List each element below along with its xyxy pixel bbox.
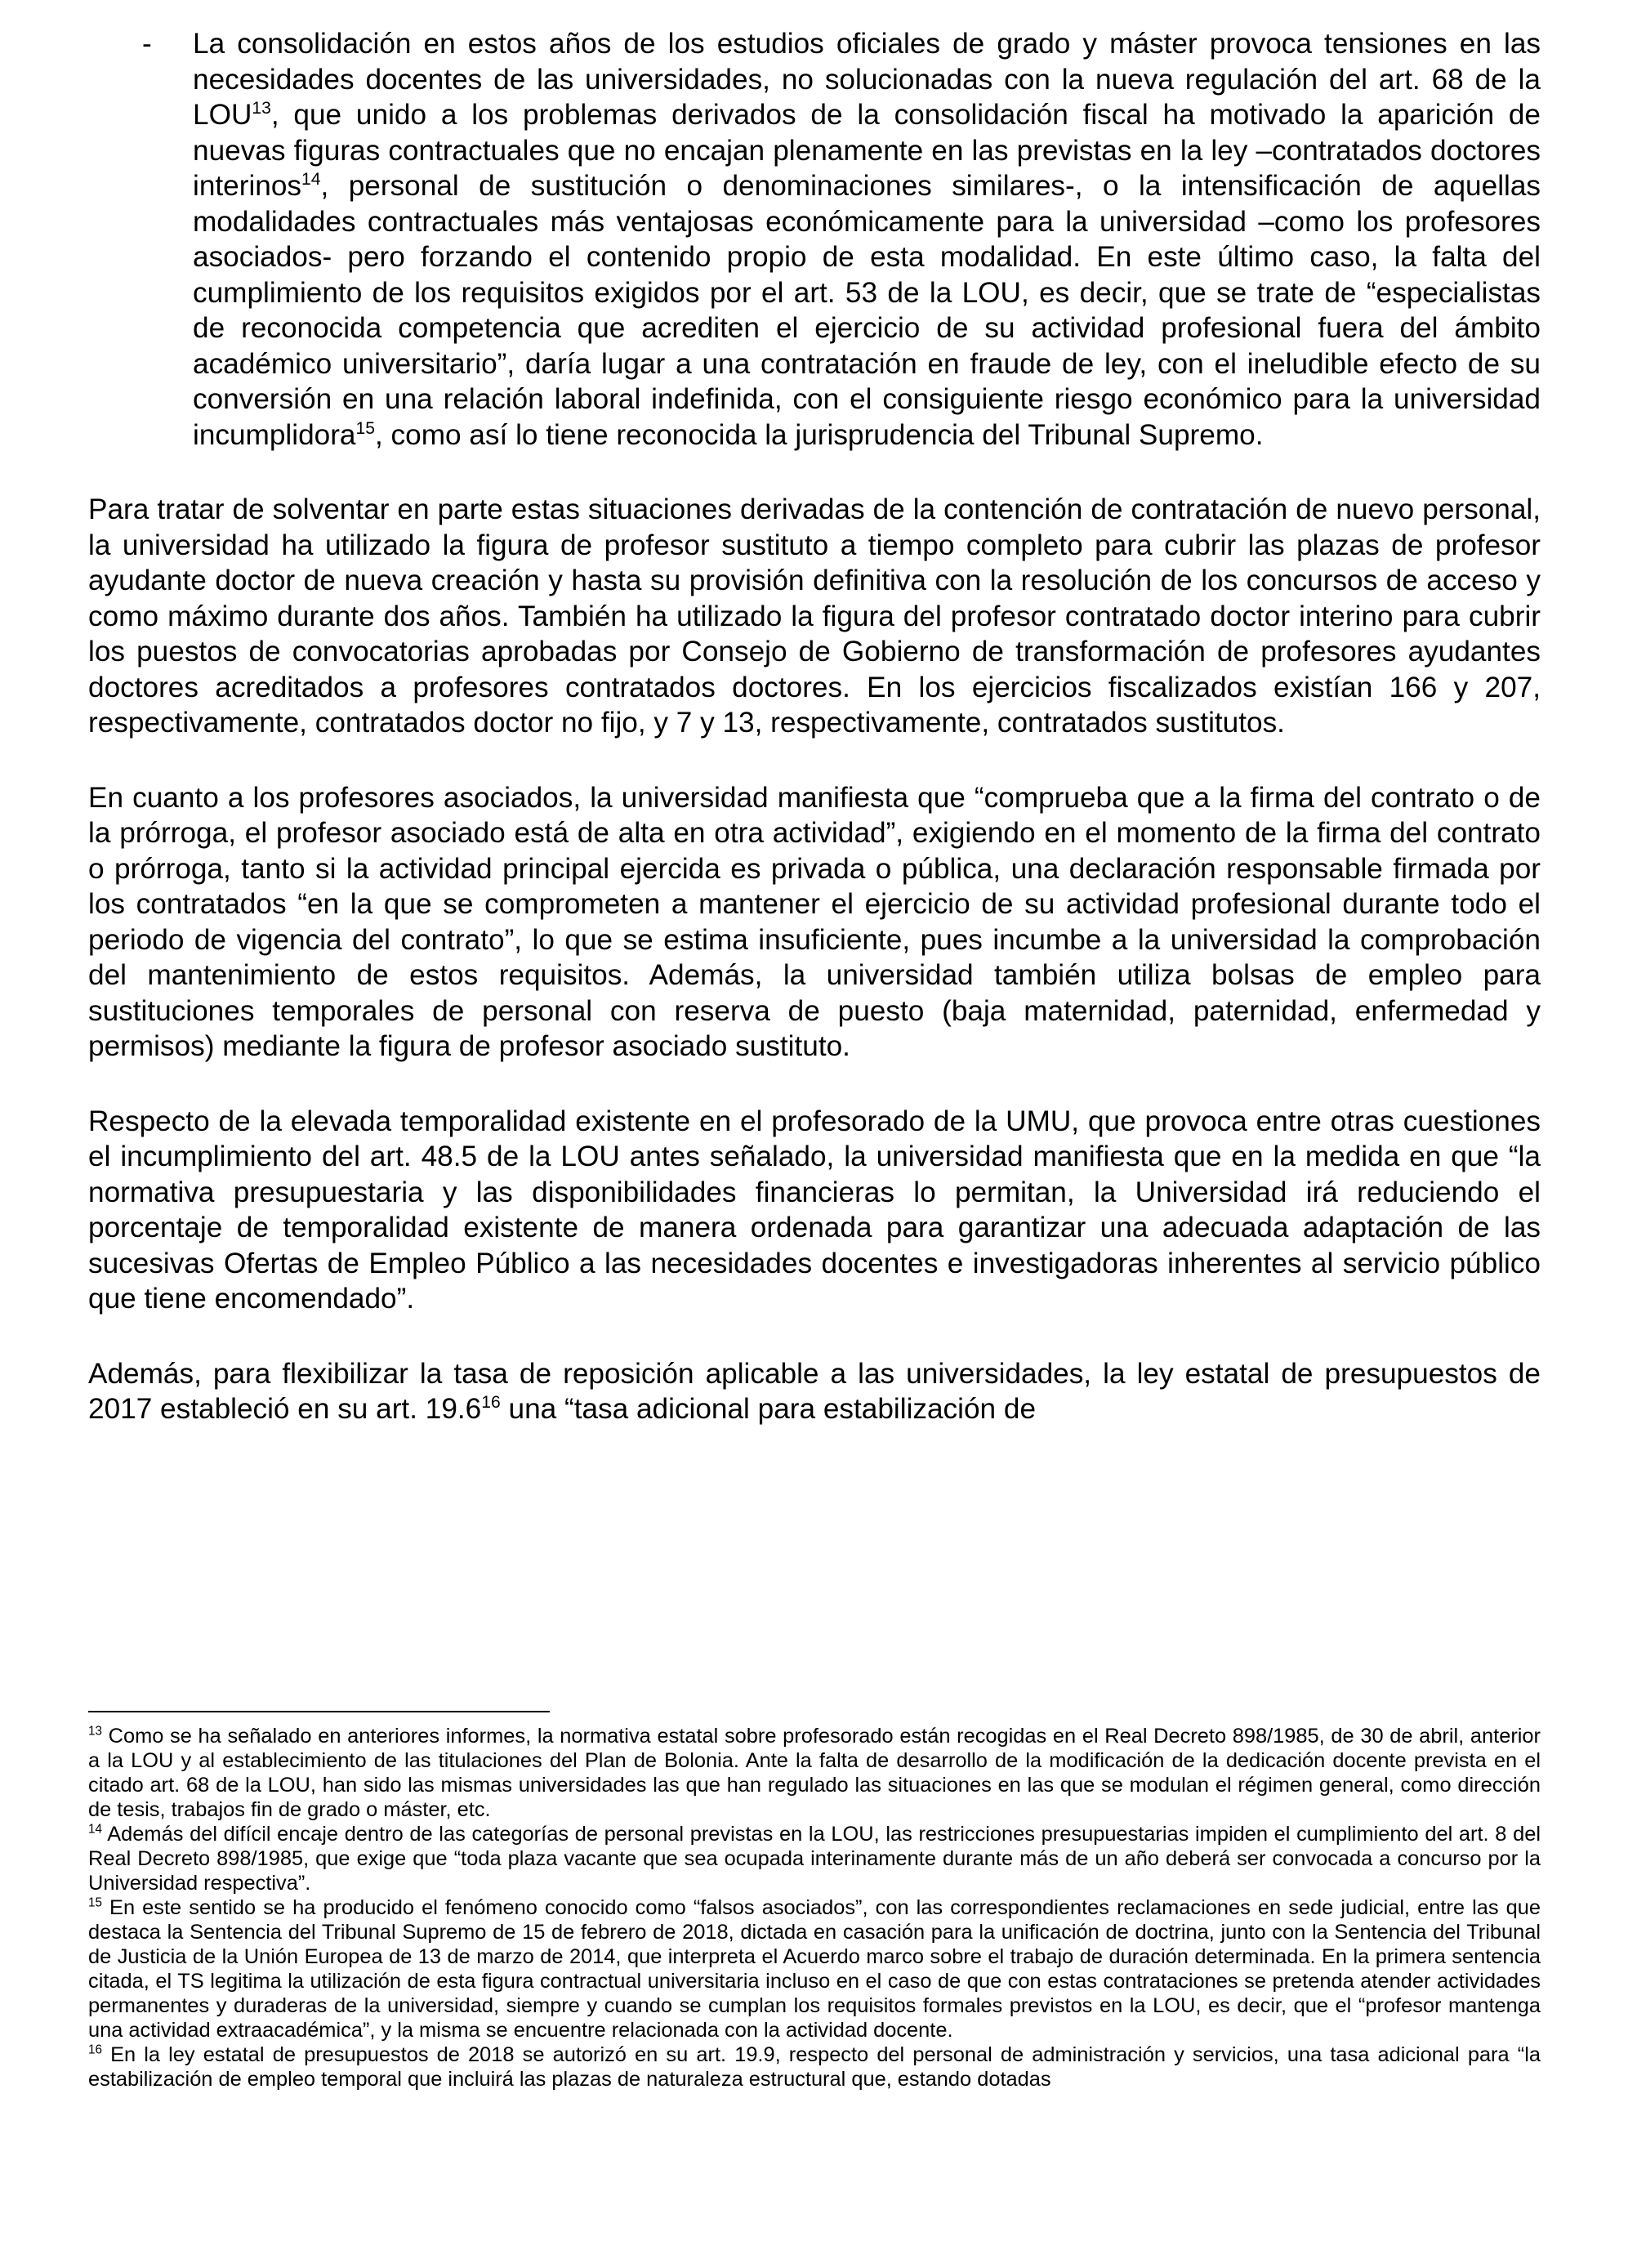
bullet-text-2: , que unido a los problemas derivados de la consolidación fiscal ha motivado la aparición de nuevas figuras contractuales que no encajan plenamente en las previstas en la ley –contratados doctores interinos — [193, 99, 1541, 202]
footnote-text: En este sentido se ha producido el fenómeno conocido como “falsos asociados”, con las correspondientes reclamaciones en sede judicial, entre las que destaca la Sentencia del Tribunal Supremo de 15 de febrero de 2018, dictada en casación para la unificación de doctrina, junto con la Sentencia del Tribunal de Justicia de la Unión Europea de 13 de marzo de 2014, que interpreta el Acuerdo marco sobre el trabajo de duración determinada. En la primera sentencia citada, el TS legitima la utilización de esta figura contractual universitaria incluso en el caso de que con estas contrataciones se pretenda atender actividades permanentes y duraderas de la universidad, siempre y cuando se cumplan los requisitos formales previstos en la LOU, es decir, que el “profesor mantenga una actividad extraacadémica”, y la misma se encuentre relacionada con la actividad docente. — [88, 1896, 1541, 2042]
footnote-15 — [88, 1895, 1541, 2043]
dash-list-item — [88, 26, 1541, 453]
footnote-16 — [88, 2043, 1541, 2092]
bullet-text-4: , como así lo tiene reconocida la jurisprudencia del Tribunal Supremo. — [374, 418, 1264, 451]
footnote-number: 14 — [88, 1822, 102, 1837]
bullet-text-3: , personal de sustitución o denominaciones similares-, o la intensificación de aquellas modalidades contractuales más ventajosas económicamente para la universidad –como los profesores asociados- pero forzando el contenido propio de esta modalidad. En este último caso, la falta del cumplimiento de los requisitos exigidos por el art. 53 de la LOU, es decir, que se trate de “especialistas de reconocida competencia que acrediten el ejercicio de su actividad profesional fuera del ámbito académico universitario”, daría lugar a una contratación en fraude de ley, con el ineludible efecto de su conversión en una relación laboral indefinida, con el consiguiente riesgo económico para la universidad incumplidora — [193, 170, 1541, 451]
footnote-number: 16 — [88, 2043, 102, 2057]
footnote-text: Como se ha señalado en anteriores informes, la normativa estatal sobre profesorado están recogidas en el Real Decreto 898/1985, de 30 de abril, anterior a la LOU y al establecimiento de las titulaciones del Plan de Bolonia. Ante la falta de desarrollo de la modificación de la dedicación docente prevista en el citado art. 68 de la LOU, han sido las mismas universidades las que han regulado las situaciones en las que se modulan el régimen general, como dirección de tesis, trabajos fin de grado o máster, etc. — [88, 1725, 1541, 1821]
footnote-text: Además del difícil encaje dentro de las categorías de personal previstas en la LOU, las restricciones presupuestarias impiden el cumplimiento del art. 8 del Real Decreto 898/1985, que exige que “toda plaza vacante que sea ocupada interinamente durante más de un año deberá ser convocada a concurso por la Universidad respectiva”. — [88, 1823, 1541, 1895]
footnote-ref-16[interactable]: 16 — [481, 1392, 501, 1412]
footnote-ref-14[interactable]: 14 — [301, 169, 321, 189]
paragraph-tasa-reposicion — [88, 1356, 1541, 1427]
footnote-number: 15 — [88, 1895, 102, 1910]
footnote-14 — [88, 1822, 1541, 1895]
footnote-separator — [88, 1711, 550, 1712]
dash-marker: - — [142, 28, 152, 60]
bullet-text-1: La consolidación en estos años de los estudios oficiales de grado y máster provoca tensiones en las necesidades docentes de las universidades, no solucionadas con la nueva regulación del art. 68 de la LOU — [193, 28, 1541, 131]
dash-item-text — [193, 26, 1541, 453]
footnote-ref-15[interactable]: 15 — [355, 418, 375, 438]
paragraph-temporalidad: Respecto de la elevada temporalidad existente en el profesorado de la UMU, que provoca entre otras cuestiones el incumplimiento del art. 48.5 de la LOU antes señalado, la universidad manifiesta que en la medida en que “la normativa presupuestaria y las disponibilidades financieras lo permitan, la Universidad irá reduciendo el porcentaje de temporalidad existente de manera ordenada para garantizar una adecuada adaptación de las sucesivas Ofertas de Empleo Público a las necesidades docentes e investigadoras inherentes al servicio público que tiene encomendado”. — [88, 1105, 1541, 1315]
body-text — [88, 26, 1541, 1467]
footnote-number: 13 — [88, 1724, 102, 1739]
paragraph-sustitutos: Para tratar de solventar en parte estas situaciones derivadas de la contención de contratación de nuevo personal, la universidad ha utilizado la figura de profesor sustituto a tiempo completo para cubrir las plazas de profesor ayudante doctor de nueva creación y hasta su provisión definitiva con la resolución de los concursos de acceso y como máximo durante dos años. También ha utilizado la figura del profesor contratado doctor interino para cubrir los puestos de convocatorias aprobadas por Consejo de Gobierno de transformación de profesores ayudantes doctores acreditados a profesores contratados doctores. En los ejercicios fiscalizados existían 166 y 207, respectivamente, contratados doctor no fijo, y 7 y 13, respectivamente, contratados sustitutos. — [88, 493, 1541, 739]
footnote-text: En la ley estatal de presupuestos de 2018 se autorizó en su art. 19.9, respecto del personal de administración y servicios, una tasa adicional para “la estabilización de empleo temporal que incluirá las plazas de naturaleza estructural que, estando dotadas — [88, 2043, 1541, 2091]
footnote-13 — [88, 1724, 1541, 1822]
paragraph-text-b: una “tasa adicional para estabilización de — [500, 1393, 1037, 1425]
footnote-ref-13[interactable]: 13 — [252, 98, 271, 118]
paragraph-text-a: Además, para flexibilizar la tasa de reposición aplicable a las universidades, la ley estatal de presupuestos de 2017 estableció en su art. 19.6 — [88, 1357, 1541, 1425]
paragraph-asociados: En cuanto a los profesores asociados, la universidad manifiesta que “comprueba que a la firma del contrato o de la prórroga, el profesor asociado está de alta en otra actividad”, exigiendo en el momento de la firma del contrato o prórroga, tanto si la actividad principal ejercida es privada o pública, una declaración responsable firmada por los contratados “en la que se comprometen a mantener el ejercicio de su actividad profesional durante todo el periodo de vigencia del contrato”, lo que se estima insuficiente, pues incumbe a la universidad la comprobación del mantenimiento de estos requisitos. Además, la universidad también utiliza bolsas de empleo para sustituciones temporales de personal con reserva de puesto (baja maternidad, paternidad, enfermedad y permisos) mediante la figura de profesor asociado sustituto. — [88, 781, 1541, 1062]
footnotes — [88, 1724, 1541, 2092]
